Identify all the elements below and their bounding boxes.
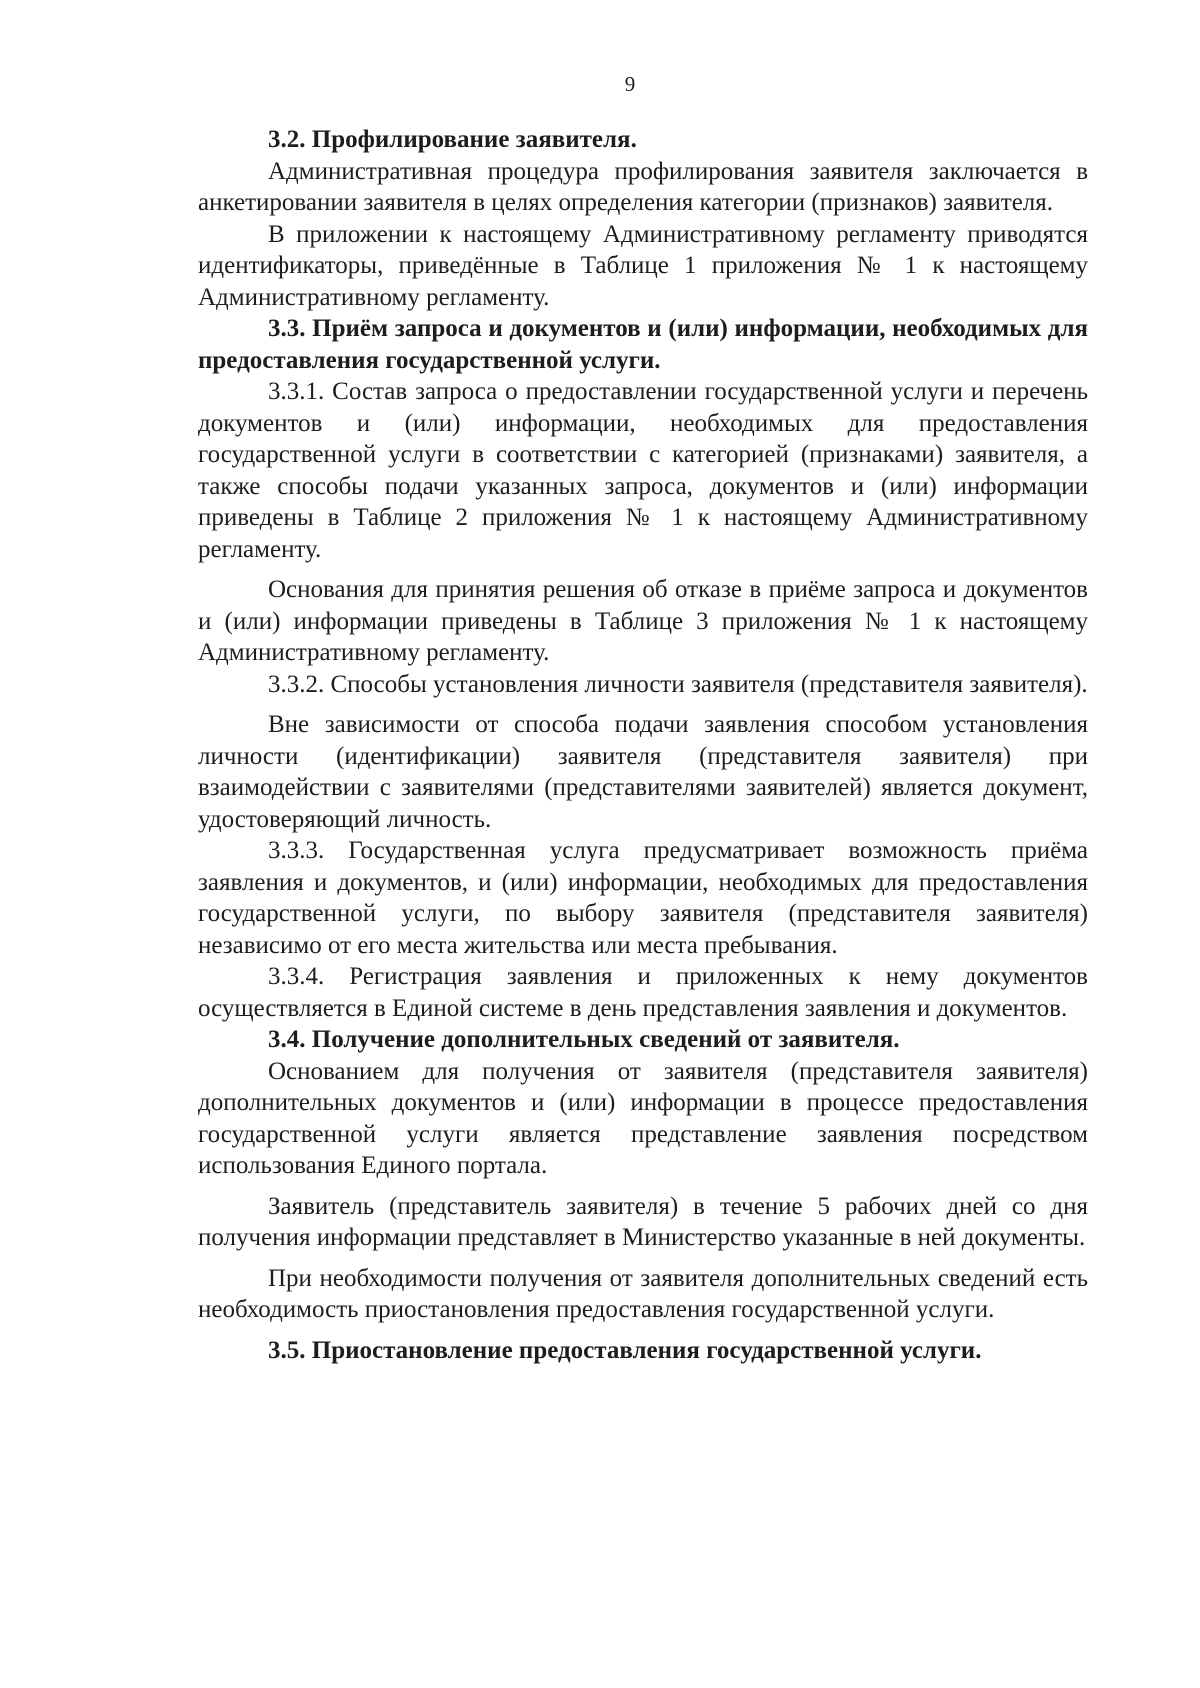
section-heading-3-2: 3.2. Профилирование заявителя. — [268, 126, 637, 153]
section-heading-3-4: 3.4. Получение дополнительных сведений от заявителя. — [268, 1026, 900, 1053]
paragraph-3-3-1: 3.3.1. Состав запроса о предоставлении государственной услуги и перечень документов и (или) информации, необходимых для предоставления государственной услуги в соответствии с категорией (признаками) заявителя, а также способы подачи указанных запроса, документов и (или) информации приведены в Таблице 2 приложения № 1 к настоящему Административному регламенту. — [198, 378, 1088, 563]
paragraph-five-days: Заявитель (представитель заявителя) в течение 5 рабочих дней со дня получения информации представляет в Министерство указанные в ней документы. — [198, 1192, 1088, 1251]
paragraph-profiling-procedure: Административная процедура профилирования заявителя заключается в анкетировании заявителя в целях определения категории (признаков) заявителя. — [198, 157, 1088, 216]
paragraph-identifiers: В приложении к настоящему Административному регламенту приводятся идентификаторы, приведённые в Таблице 1 приложения № 1 к настоящему Административному регламенту. — [198, 220, 1088, 311]
paragraph-refusal-grounds: Основания для принятия решения об отказе в приёме запроса и документов и (или) информации приведены в Таблице 3 приложения № 1 к настоящему Административному регламенту. — [198, 576, 1088, 666]
paragraph-identity-document: Вне зависимости от способа подачи заявления способом установления личности (идентификации) заявителя (представителя заявителя) при взаимодействии с заявителями (представителями заявителей) является документ, удостоверяющий личность. — [198, 711, 1088, 833]
paragraph-3-3-2: 3.3.2. Способы установления личности заявителя (представителя заявителя). — [268, 670, 1088, 698]
paragraph-3-3-3: 3.3.3. Государственная услуга предусматривает возможность приёма заявления и документов, и (или) информации, необходимых для предоставления государственной услуги, по выбору заявителя (представителя заявителя) независимо от его места жительства или места пребывания. — [198, 837, 1088, 959]
page-number: 9 — [624, 72, 636, 96]
document-body — [198, 124, 1088, 1366]
paragraph-3-3-4: 3.3.4. Регистрация заявления и приложенных к нему документов осуществляется в Единой системе в день представления заявления и документов. — [198, 963, 1088, 1022]
section-heading-3-3: 3.3. Приём запроса и документов и (или) информации, необходимых для предоставления государственной услуги. — [198, 315, 1088, 374]
paragraph-suspension-need: При необходимости получения от заявителя дополнительных сведений есть необходимость приостановления предоставления государственной услуги. — [198, 1264, 1088, 1323]
section-heading-3-5: 3.5. Приостановление предоставления государственной услуги. — [268, 1336, 982, 1364]
paragraph-additional-documents: Основанием для получения от заявителя (представителя заявителя) дополнительных документов и (или) информации в процессе предоставления государственной услуги является представление заявления посредством использования Единого портала. — [198, 1057, 1088, 1179]
